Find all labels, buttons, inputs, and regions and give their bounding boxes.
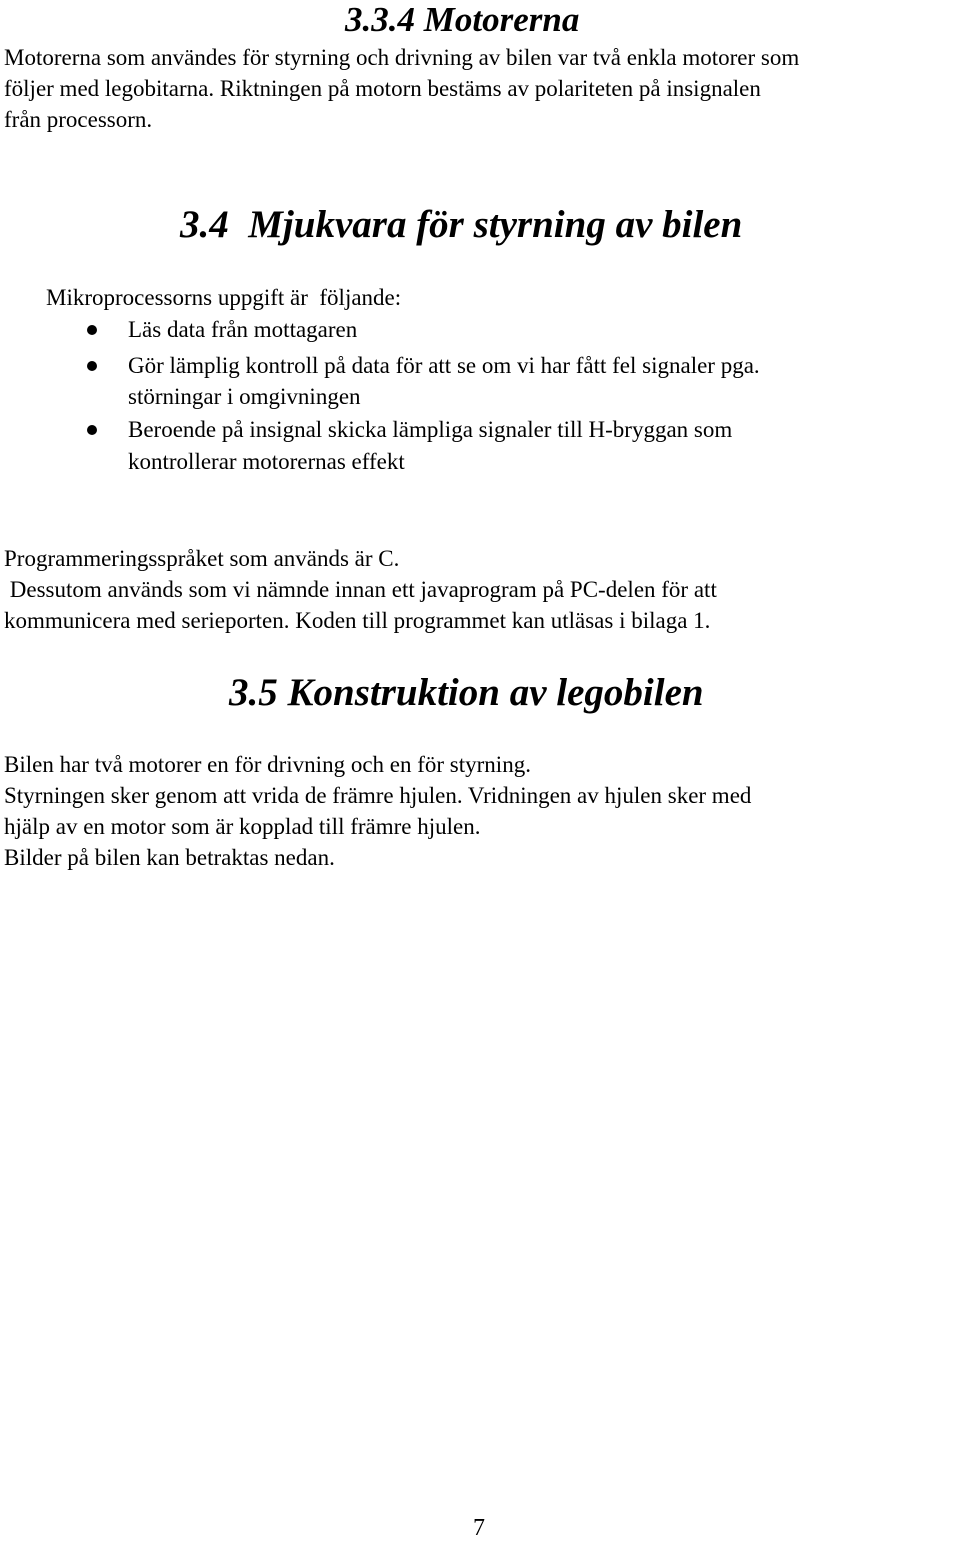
paragraph-line: Dessutom används som vi nämnde innan ett javaprogram på PC-delen för att [4,577,717,602]
paragraph-line: Programmeringsspråket som används är C. [4,546,400,571]
bullet-icon [87,425,97,435]
paragraph-line: hjälp av en motor som är kopplad till främre hjulen. [4,814,481,839]
section-heading-motorerna: 3.3.4 Motorerna [345,0,580,39]
list-intro: Mikroprocessorns uppgift är följande: [46,285,402,310]
paragraph-line: Bilder på bilen kan betraktas nedan. [4,845,335,870]
page-number: 7 [473,1515,485,1541]
bullet-icon [87,325,97,335]
list-item: Beroende på insignal skicka lämpliga signaler till H-bryggan som [128,417,733,442]
section-heading-mjukvara: 3.4 Mjukvara för styrning av bilen [180,203,743,246]
section-heading-konstruktion: 3.5 Konstruktion av legobilen [229,671,704,714]
list-item: Läs data från mottagaren [128,317,358,342]
paragraph-line: följer med legobitarna. Riktningen på motorn bestäms av polariteten på insignalen [4,76,761,101]
list-item-continuation: kontrollerar motorernas effekt [128,449,405,474]
paragraph-line: Bilen har två motorer en för drivning och en för styrning. [4,752,531,777]
paragraph-line: kommunicera med serieporten. Koden till programmet kan utläsas i bilaga 1. [4,608,711,633]
paragraph-line: från processorn. [4,107,153,132]
paragraph-line: Motorerna som användes för styrning och drivning av bilen var två enkla motorer som [4,45,800,70]
list-item: Gör lämplig kontroll på data för att se om vi har fått fel signaler pga. [128,353,760,378]
paragraph-line: Styrningen sker genom att vrida de främre hjulen. Vridningen av hjulen sker med [4,783,752,808]
list-item-continuation: störningar i omgivningen [128,384,361,409]
bullet-icon [87,361,97,371]
